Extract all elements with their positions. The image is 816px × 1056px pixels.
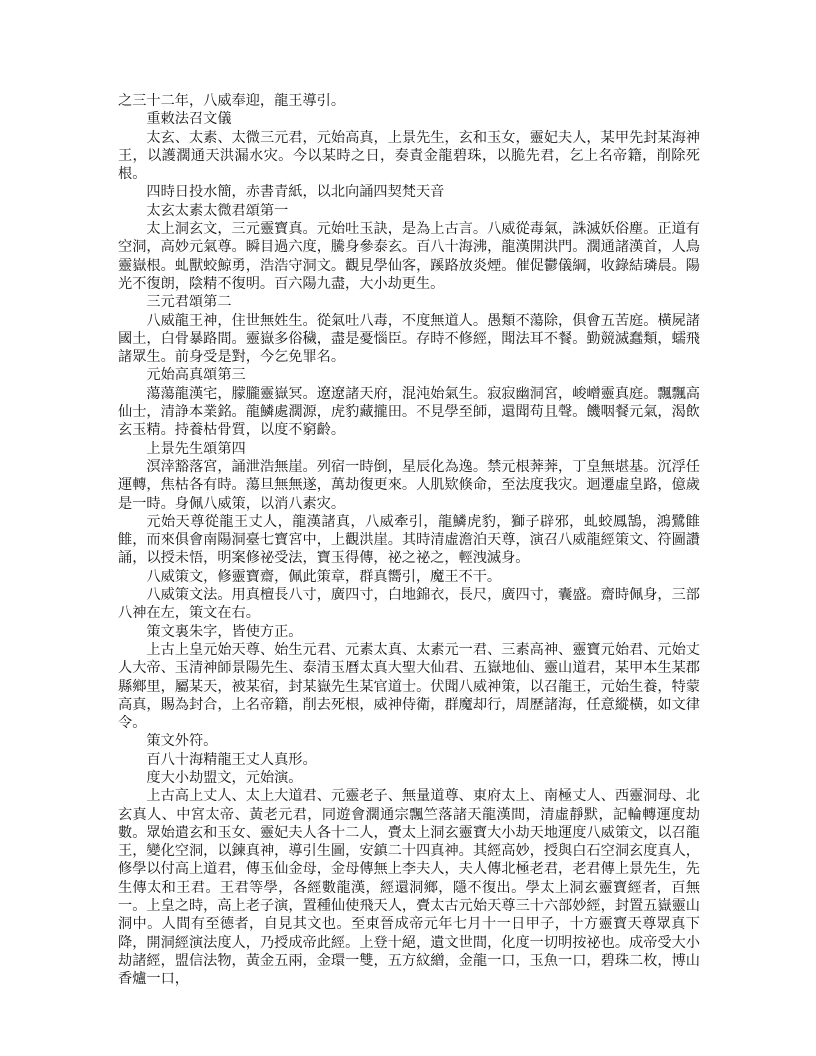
paragraph: 百八十海精龍王丈人真形。 — [146, 751, 317, 768]
paragraph: 八威策文法。用真檀長八寸，廣四寸，白地錦衣，長尺，廣四寸，囊盛。齋時佩身，三部八神在左，策文在右。 — [118, 587, 700, 622]
paragraph: 重敕法召文儀 — [146, 111, 232, 128]
paragraph: 策文裏朱字，皆使方正。 — [146, 623, 303, 640]
paragraph: 之三十二年，八威奉迎，龍王導引。 — [118, 93, 346, 109]
paragraph: 策文外符。 — [146, 733, 218, 750]
paragraph: 太玄太素太微君頌第一 — [146, 202, 289, 219]
paragraph: 四時日投水簡，赤書青紙，以北向誦四契梵天音 — [146, 184, 445, 201]
paragraph: 元始天尊從龍王丈人，龍漢諸真，八威牽引，龍鱗虎豹，獅子辟邪，虬蛟鳳鵠，鴻鷺雔雔，而來俱會南陽洞臺七寶宮中，上觀洪崖。其時清虛澹泊天尊，演召八威龍經策文、符圖讚誦，以授未悟，明案修祕受法，寶玉得傳，祕之祕之，輕洩滅身。 — [118, 513, 700, 567]
paragraph: 上景先生頌第四 — [146, 440, 246, 457]
paragraph: 八威龍王神，住世無姓生。從氣吐八毒，不度無道人。愚類不蕩除，俱會五苦庭。橫屍諸國土，白骨暴路間。靈嶽多俗穢，盡是憂惱臣。存時不修經，聞法耳不餐。勤競滅蠢類，蠕飛諸眾生。前身受是對，今乞免罪名。 — [118, 312, 700, 366]
paragraph: 上古上皇元始天尊、始生元君、元素太真、太素元一君、三素高神、靈寶元始君、元始丈人大帝、玉清神師景陽先生、泰清玉曆太真大聖大仙君、五嶽地仙、靈山道君，某甲本生某郡縣鄉里，屬某天，被某宿，封某嶽先生某官道士。伏聞八威神策，以召龍王，元始生養，特蒙高真，賜為封合，上名帝籍，削去死根，威神侍衛，群魔却行，周歷諸海，任意縱橫，如文律令。 — [118, 641, 700, 732]
paragraph: 元始高真頌第三 — [146, 367, 246, 384]
paragraph: 溟涬豁落宮，誦泄浩無崖。列宿一時倒，星辰化為逸。禁元根莾莾，丁皇無堪基。沉浮任運轉，焦枯各有時。蕩旦無無遂，萬劫復更來。人肌欵倏命，至法度我灾。迴遷虛皇路，億歲是一時。身佩八威策，以消八素灾。 — [118, 458, 700, 512]
document-body — [118, 92, 700, 989]
paragraph: 太玄、太素、太微三元君，元始高真，上景先生，玄和玉女，靈妃夫人，某甲先封某海神王，以護濶通天洪漏水灾。今以某時之日，奏責金龍碧珠，以脆先君，乞上名帝籍，削除死根。 — [118, 129, 700, 183]
paragraph: 度大小劫盟文，元始演。 — [146, 769, 303, 786]
paragraph: 蕩蕩龍漢宅，朦朧靈嶽冥。遼遼諸天府，混沌始氣生。寂寂幽洞宮，峻嶒靈真庭。飄飄高仙士，清諍本業銘。龍鱗處濶源，虎豹藏攏田。不見學至師，還聞苟且聲。饑咽餐元氣，渴飲玄玉精。持養枯骨質，以度不窮齡。 — [118, 385, 700, 439]
paragraph: 八威策文，修靈寶齋，佩此策章，群真嚮引，魔王不干。 — [146, 568, 502, 585]
paragraph: 上古高上丈人、太上大道君、元靈老子、無量道尊、東府太上、南極丈人、西靈洞母、北玄真人、中宮太帝、黃老元君，同遊會濶通宗飄竺落諸天龍漢間，清虛靜默，記輪轉運度劫數。眾始遣玄和玉女、靈妃夫人各十二人，賷太上洞玄靈寶大小劫天地運度八威策文，以召龍王，變化空洞，以鍊真神，導引生圖，安鎮二十四真神。其經高妙，授與白石空洞玄度真人，修學以付高上道君，傳玉仙金母，金母傳無上李夫人，夫人傳北極老君，老君傳上景先生，先生傳太和王君。王君等學，各經數龍漢，經還洞鄉，隱不復出。學太上洞玄靈寶經者，百無一。上皇之時，高上老子演，置種仙使飛天人，賷太古元始天尊三十六部妙經，封置五嶽靈山洞中。人間有至德者，自見其文也。至東晉成帝元年七月十一日甲子，十方靈寶天尊眾真下降，開洞經演法度人，乃授成帝此經。上登十絕，遺文世間，化度一切明按祕也。成帝受大小劫諸經，盟信法物，黃金五兩，金環一雙，五方紋繒，金龍一口，玉魚一口，碧珠二枚，博山香爐一口， — [118, 788, 700, 988]
paragraph: 太上洞玄文，三元靈寶真。元始吐玉訣，是為上古言。八威從毒氣，誅滅妖俗塵。正道有空洞，高妙元氣尊。瞬目過六度，騰身參泰玄。百八十海沸，龍漢開洪門。濶通諸漢首，人鳥靈嶽根。虬獸蛟鯨勇，浩浩守洞文。觀見學仙客，蹊路放炎煙。催促鬱儀綱，收錄結璘晨。陽光不復朗，陰精不復明。百六陽九盡，大小劫更生。 — [118, 221, 700, 292]
paragraph: 三元君頌第二 — [146, 294, 232, 311]
